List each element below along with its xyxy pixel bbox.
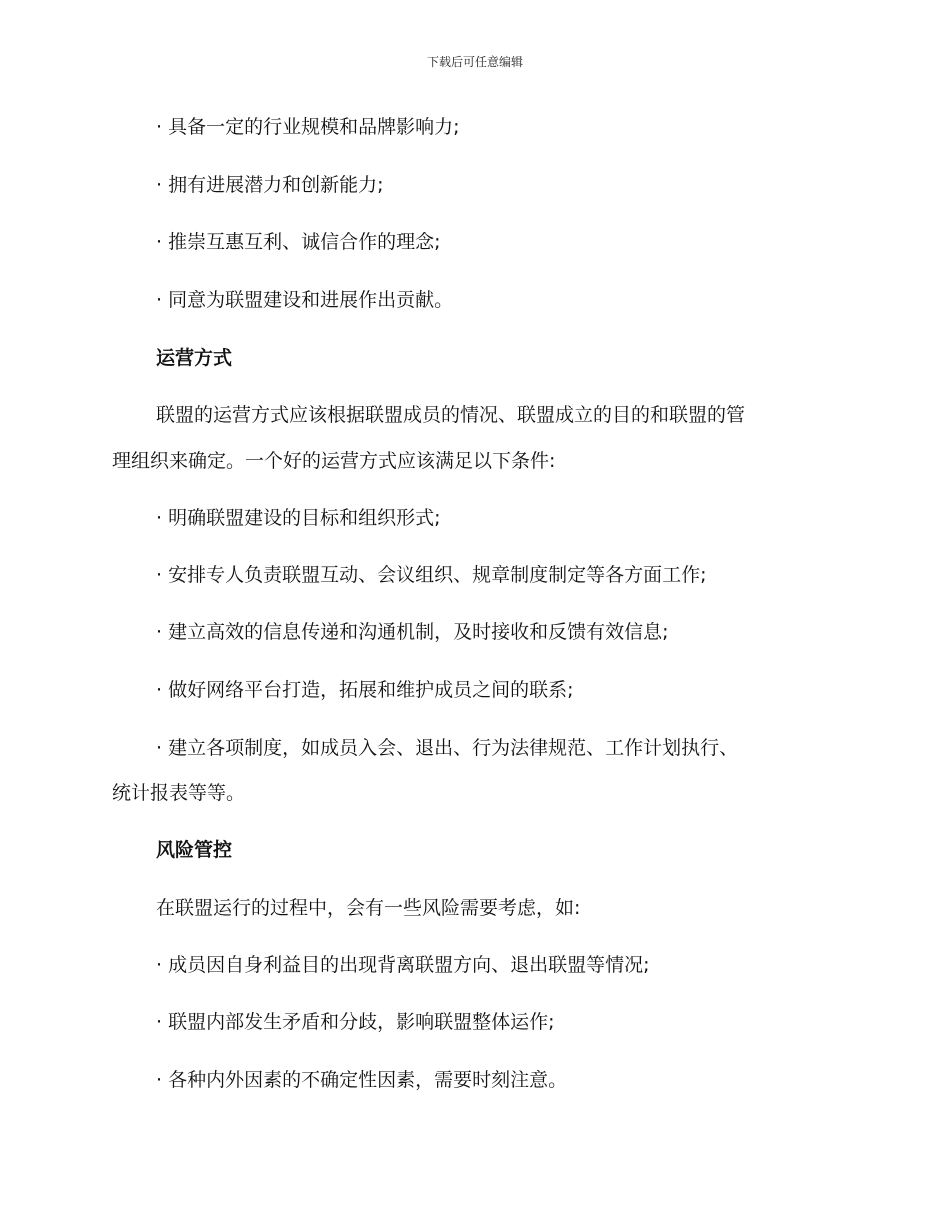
risk-item-2: · 联盟内部发生矛盾和分歧，影响联盟整体运作;	[156, 1011, 555, 1033]
page-header: 下载后可任意编辑	[426, 55, 523, 69]
operation-item-3: · 建立高效的信息传递和沟通机制，及时接收和反馈有效信息;	[156, 621, 669, 643]
requirement-item-4: · 同意为联盟建设和进展作出贡献。	[156, 289, 454, 311]
section-heading-operation: 运营方式	[156, 347, 233, 369]
operation-paragraph-line-2: 理组织来确定。一个好的运营方式应该满足以下条件:	[112, 450, 556, 472]
risk-item-1: · 成员因自身利益目的出现背离联盟方向、退出联盟等情况;	[156, 954, 650, 976]
risk-item-3: · 各种内外因素的不确定性因素，需要时刻注意。	[156, 1069, 568, 1091]
operation-paragraph-line-1: 联盟的运营方式应该根据联盟成员的情况、联盟成立的目的和联盟的管	[156, 404, 746, 426]
requirement-item-1: · 具备一定的行业规模和品牌影响力;	[156, 116, 460, 138]
operation-item-4: · 做好网络平台打造，拓展和维护成员之间的联系;	[156, 679, 574, 701]
section-heading-risk: 风险管控	[156, 839, 233, 861]
requirement-item-2: · 拥有进展潜力和创新能力;	[156, 174, 384, 196]
risk-intro: 在联盟运行的过程中，会有一些风险需要考虑，如:	[156, 897, 581, 919]
operation-item-1: · 明确联盟建设的目标和组织形式;	[156, 507, 441, 529]
requirement-item-3: · 推崇互惠互利、诚信合作的理念;	[156, 231, 441, 253]
operation-item-5-line-2: 统计报表等等。	[112, 782, 246, 804]
operation-item-2: · 安排专人负责联盟互动、会议组织、规章制度制定等各方面工作;	[156, 564, 707, 586]
operation-item-5-line-1: · 建立各项制度，如成员入会、退出、行为法律规范、工作计划执行、	[156, 737, 739, 759]
